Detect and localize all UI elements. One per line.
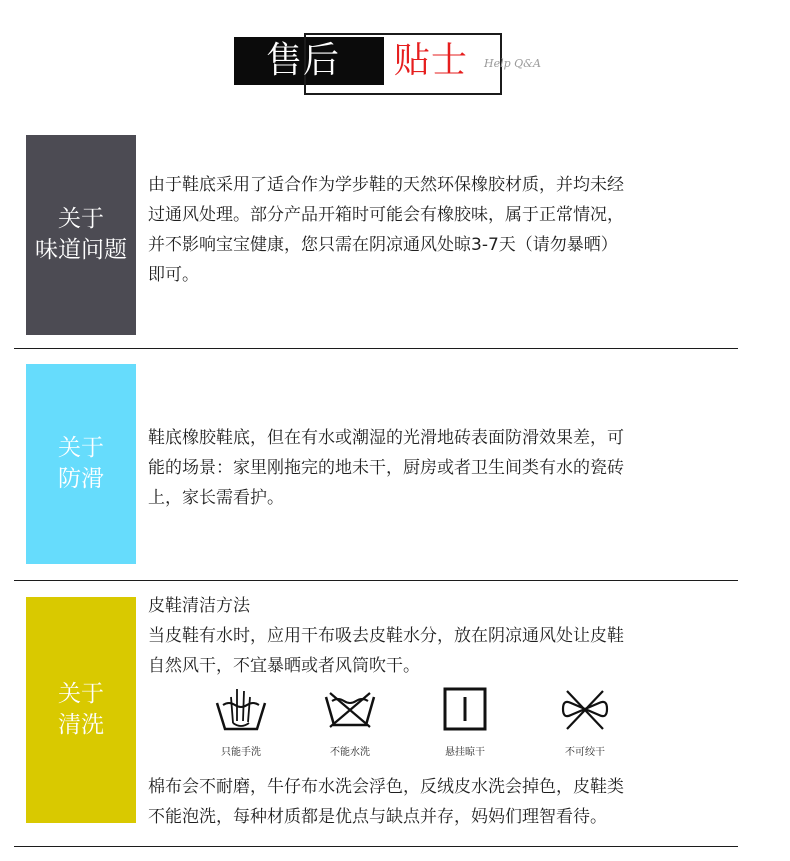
hand-wash-icon xyxy=(213,683,269,735)
section-text-odor xyxy=(148,170,738,290)
text-line: 棉布会不耐磨，牛仔布水洗会浮色，反绒皮水洗会掉色，皮鞋类 xyxy=(148,777,624,797)
section-divider xyxy=(14,348,738,349)
care-symbol-caption: 不能水洗 xyxy=(330,747,370,758)
text-line: 不能泡洗，每种材质都是优点与缺点并存，妈妈们理智看待。 xyxy=(148,807,607,827)
hang-dry-icon xyxy=(437,683,493,735)
page-header xyxy=(234,33,541,95)
section-divider xyxy=(14,846,738,847)
care-symbol-caption: 不可绞干 xyxy=(565,747,605,758)
care-symbol-caption: 悬挂晾干 xyxy=(445,747,485,758)
section-label-line1: 关于 xyxy=(58,435,104,461)
section-footer-cleaning xyxy=(148,772,738,832)
section-label-antislip xyxy=(26,364,136,564)
section-label-line1: 关于 xyxy=(58,681,104,707)
page-title-part1: 售后 xyxy=(266,40,341,81)
text-line: 过通风处理。部分产品开箱时可能会有橡胶味，属于正常情况， xyxy=(148,205,624,225)
page-subtitle: Help Q&A xyxy=(484,57,541,70)
section-label-cleaning xyxy=(26,597,136,823)
care-symbol-hand-wash xyxy=(196,683,286,758)
care-symbol-caption: 只能手洗 xyxy=(221,747,261,758)
section-divider xyxy=(14,580,738,581)
text-line: 并不影响宝宝健康，您只需在阴凉通风处晾3-7天（请勿暴晒） xyxy=(148,235,618,255)
section-text-cleaning xyxy=(148,591,738,681)
care-symbol-no-wring xyxy=(540,683,630,758)
no-wash-icon xyxy=(322,683,378,735)
care-symbol-no-wash xyxy=(305,683,395,758)
text-line: 当皮鞋有水时，应用干布吸去皮鞋水分，放在阴凉通风处让皮鞋 xyxy=(148,626,624,646)
text-line: 即可。 xyxy=(148,265,199,285)
care-symbol-hang-dry xyxy=(420,683,510,758)
text-line: 鞋底橡胶鞋底，但在有水或潮湿的光滑地砖表面防滑效果差，可 xyxy=(148,428,624,448)
text-line: 自然风干，不宜暴晒或者风筒吹干。 xyxy=(148,656,420,676)
text-line: 能的场景：家里刚拖完的地未干，厨房或者卫生间类有水的瓷砖 xyxy=(148,458,624,478)
section-label-odor xyxy=(26,135,136,335)
section-label-line2: 清洗 xyxy=(58,712,104,738)
section-label-line2: 味道问题 xyxy=(35,237,127,263)
no-wring-icon xyxy=(557,683,613,735)
text-line: 由于鞋底采用了适合作为学步鞋的天然环保橡胶材质，并均未经 xyxy=(148,175,624,195)
section-text-antislip xyxy=(148,423,738,513)
section-label-line2: 防滑 xyxy=(58,466,104,492)
section-label-line1: 关于 xyxy=(58,206,104,232)
cleaning-heading: 皮鞋清洁方法 xyxy=(148,596,250,616)
page-title-part2: 贴士 xyxy=(394,40,469,81)
text-line: 上，家长需看护。 xyxy=(148,488,284,508)
